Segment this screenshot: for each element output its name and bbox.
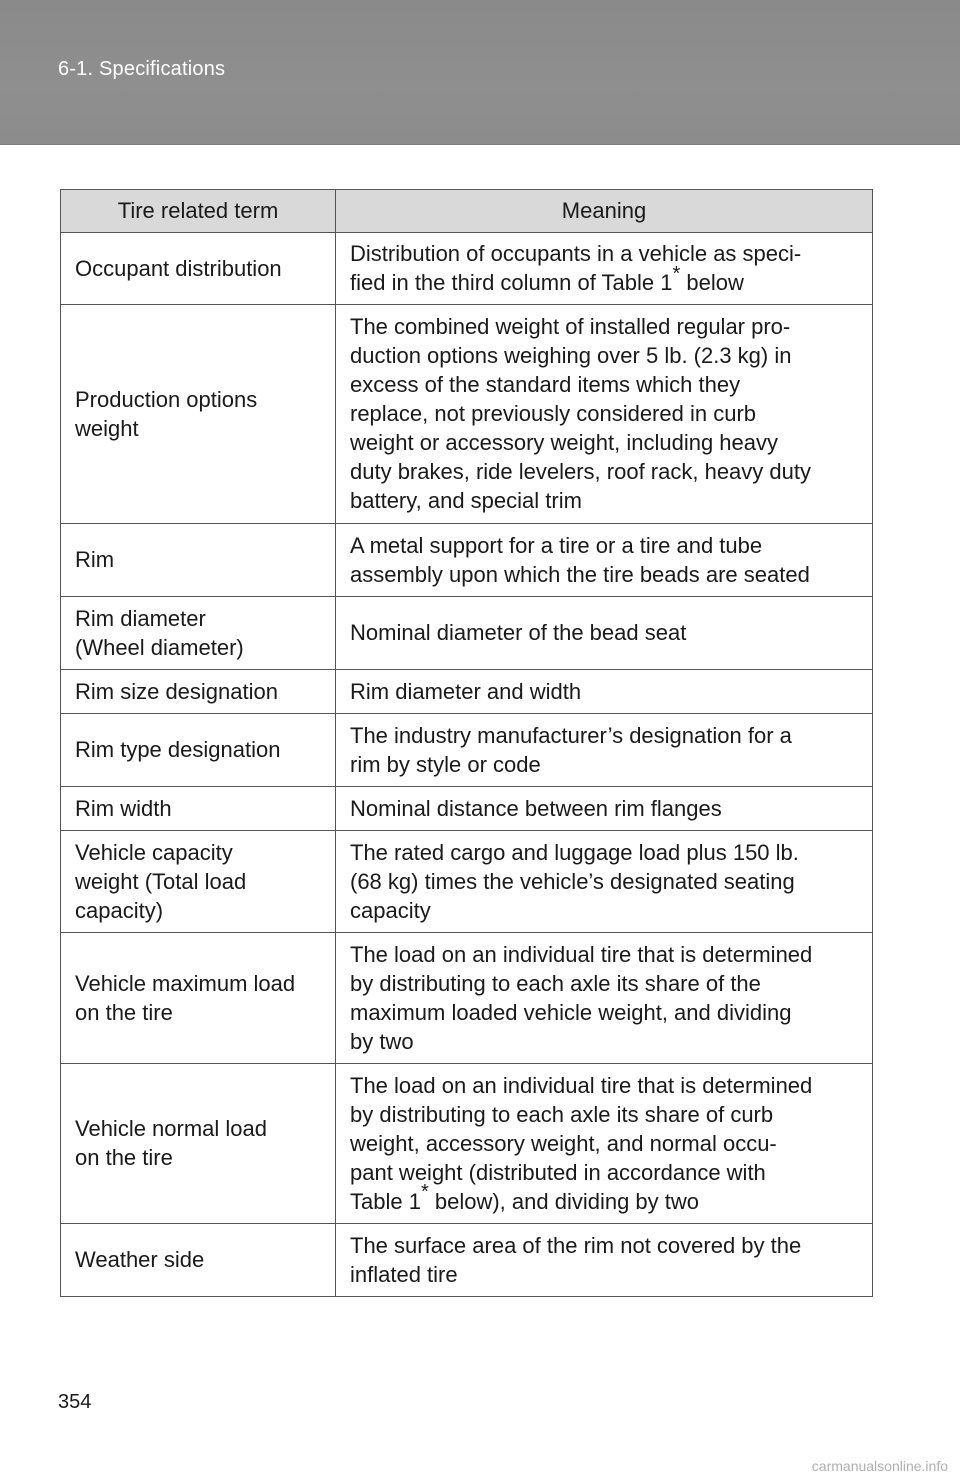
term-cell: Rim width — [61, 787, 336, 831]
term-cell: Rim size designation — [61, 670, 336, 714]
tire-terms-table — [60, 189, 873, 1297]
meaning-cell: The load on an individual tire that is determined by distributing to each axle its share of the maximum loaded vehicle weight, and dividing by two — [336, 933, 873, 1064]
column-header-term: Tire related term — [61, 190, 336, 233]
term-cell: Rim diameter (Wheel diameter) — [61, 597, 336, 670]
column-header-meaning: Meaning — [336, 190, 873, 233]
term-cell: Weather side — [61, 1224, 336, 1297]
term-cell: Vehicle maximum load on the tire — [61, 933, 336, 1064]
meaning-cell: The rated cargo and luggage load plus 150 lb. (68 kg) times the vehicle’s designated seating capacity — [336, 831, 873, 933]
term-cell: Vehicle capacity weight (Total load capacity) — [61, 831, 336, 933]
watermark: carmanualsonline.info — [811, 1458, 948, 1474]
section-title: 6-1. Specifications — [58, 58, 226, 80]
page-number: 354 — [58, 1391, 92, 1413]
meaning-cell: The combined weight of installed regular pro- duction options weighing over 5 lb. (2.3 kg) in excess of the standard items which they replace, not previously considered in curb weight or accessory weight, including heavy duty brakes, ride levelers, roof rack, heavy duty battery, and special trim — [336, 305, 873, 524]
table-row — [61, 305, 873, 524]
meaning-cell: Rim diameter and width — [336, 670, 873, 714]
table-row — [61, 524, 873, 597]
table-row — [61, 714, 873, 787]
meaning-cell: Distribution of occupants in a vehicle as speci- fied in the third column of Table 1* below — [336, 233, 873, 305]
table-row — [61, 1064, 873, 1224]
table-row — [61, 1224, 873, 1297]
meaning-cell: A metal support for a tire or a tire and tube assembly upon which the tire beads are seated — [336, 524, 873, 597]
meaning-cell: The industry manufacturer’s designation for a rim by style or code — [336, 714, 873, 787]
term-cell: Production options weight — [61, 305, 336, 524]
meaning-cell: The load on an individual tire that is determined by distributing to each axle its share of curb weight, accessory weight, and normal occu- pant weight (distributed in accordance with Table 1* below), and dividing by two — [336, 1064, 873, 1224]
table-row — [61, 831, 873, 933]
term-cell: Rim — [61, 524, 336, 597]
table-row — [61, 597, 873, 670]
meaning-cell: The surface area of the rim not covered by the inflated tire — [336, 1224, 873, 1297]
term-cell: Rim type designation — [61, 714, 336, 787]
term-cell: Vehicle normal load on the tire — [61, 1064, 336, 1224]
table-row — [61, 787, 873, 831]
table-row — [61, 933, 873, 1064]
footnote-asterisk: * — [420, 1181, 429, 1204]
footnote-asterisk: * — [672, 262, 681, 285]
meaning-cell: Nominal distance between rim flanges — [336, 787, 873, 831]
table-header-row — [61, 190, 873, 233]
table-row — [61, 670, 873, 714]
page-header — [0, 0, 960, 145]
meaning-cell: Nominal diameter of the bead seat — [336, 597, 873, 670]
table-row — [61, 233, 873, 305]
term-cell: Occupant distribution — [61, 233, 336, 305]
